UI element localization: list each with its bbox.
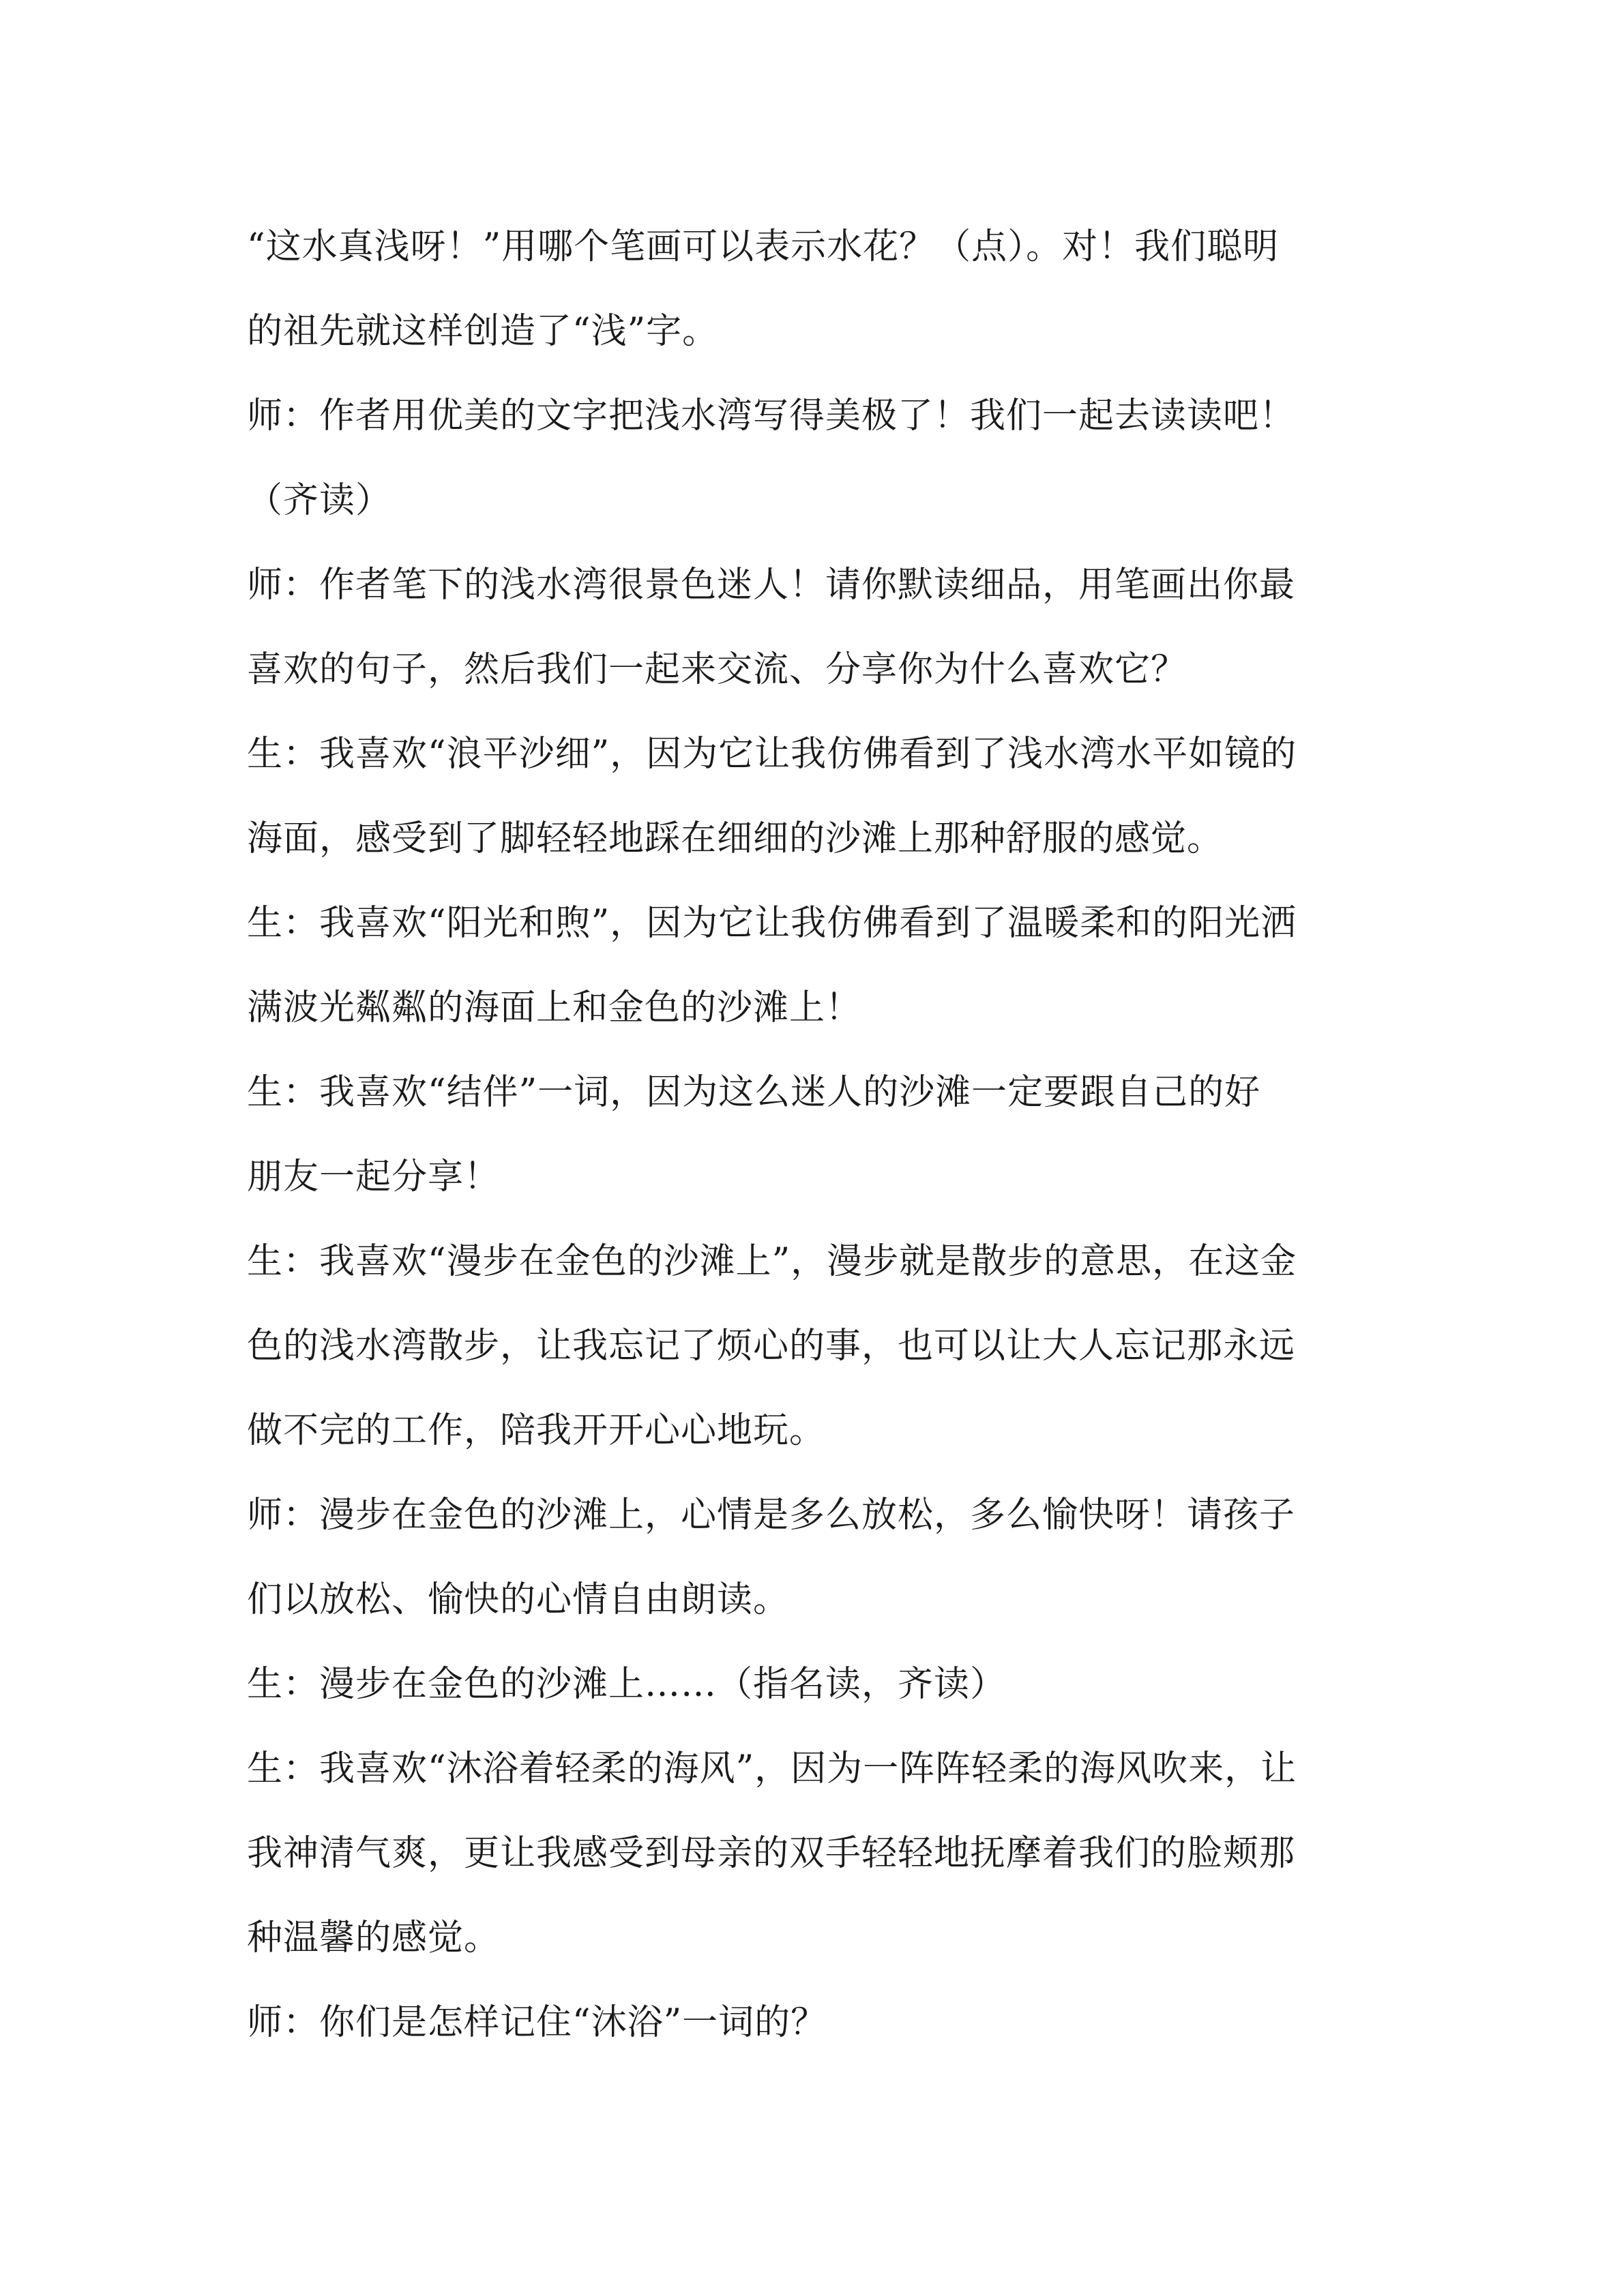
text-line: 我神清气爽，更让我感受到母亲的双手轻轻地抚摩着我们的脸颊那 <box>247 1833 1296 1874</box>
text-line: 生：漫步在金色的沙滩上……（指名读，齐读） <box>247 1664 1007 1705</box>
text-line: 师：你们是怎样记住“沐浴”一词的？ <box>247 2002 827 2043</box>
text-line: 生：我喜欢“漫步在金色的沙滩上”，漫步就是散步的意思，在这金 <box>247 1241 1297 1282</box>
text-line: “这水真浅呀！”用哪个笔画可以表示水花？（点）。对！我们聪明 <box>247 226 1280 267</box>
text-line: 种温馨的感觉。 <box>247 1918 501 1958</box>
text-line: 生：我喜欢“阳光和煦”，因为它让我仿佛看到了温暖柔和的阳光洒 <box>247 903 1297 944</box>
text-line: 色的浅水湾散步，让我忘记了烦心的事，也可以让大人忘记那永远 <box>247 1326 1296 1367</box>
text-line: 们以放松、愉快的心情自由朗读。 <box>247 1579 790 1620</box>
text-line: 的祖先就这样创造了“浅”字。 <box>247 311 719 352</box>
lesson-transcript <box>247 205 1406 2065</box>
text-line: 喜欢的句子，然后我们一起来交流、分享你为什么喜欢它？ <box>247 649 1187 690</box>
text-line: 满波光粼粼的海面上和金色的沙滩上！ <box>247 987 862 1028</box>
text-line: 师：漫步在金色的沙滩上，心情是多么放松，多么愉快呀！请孩子 <box>247 1495 1296 1536</box>
text-line: 生：我喜欢“沐浴着轻柔的海风”，因为一阵阵轻柔的海风吹来，让 <box>247 1748 1297 1789</box>
text-line: 生：我喜欢“浪平沙细”，因为它让我仿佛看到了浅水湾水平如镜的 <box>247 734 1297 775</box>
text-line: 师：作者笔下的浅水湾很景色迷人！请你默读细品，用笔画出你最 <box>247 565 1296 606</box>
text-line: 师：作者用优美的文字把浅水湾写得美极了！我们一起去读读吧！ <box>247 396 1296 436</box>
text-line: 朋友一起分享！ <box>247 1157 501 1197</box>
text-line: 海面，感受到了脚轻轻地踩在细细的沙滩上那种舒服的感觉。 <box>247 818 1224 859</box>
text-line: 做不完的工作，陪我开开心心地玩。 <box>247 1410 826 1451</box>
text-line: （齐读） <box>247 480 392 521</box>
text-line: 生：我喜欢“结伴”一词，因为这么迷人的沙滩一定要跟自己的好 <box>247 1072 1261 1113</box>
